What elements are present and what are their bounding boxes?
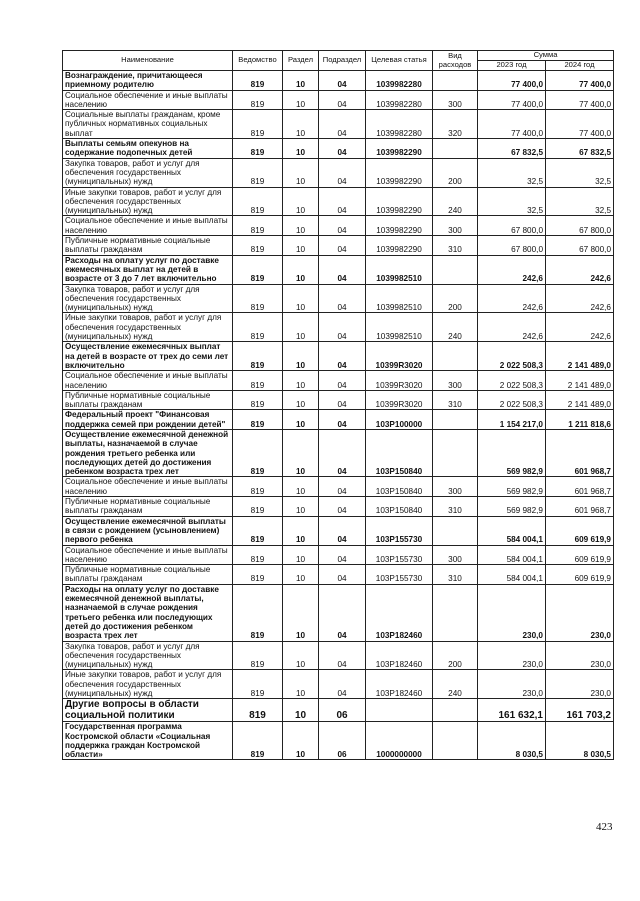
cell-s2023: 569 982,9 (478, 477, 546, 497)
cell-name: Выплаты семьям опекунов на содержание подопечных детей (63, 139, 233, 159)
cell-name: Расходы на оплату услуг по доставке ежемесячной денежной выплаты, назначаемой в случае рождения третьего ребенка или последующих детей до достижения ребенком возраста трех лет (63, 584, 233, 641)
cell-target: 1039982290 (366, 139, 433, 159)
header-name: Наименование (63, 51, 233, 71)
cell-dept: 819 (233, 110, 283, 139)
table-row (63, 236, 614, 256)
cell-s2024: 230,0 (546, 584, 614, 641)
cell-vr (433, 722, 478, 760)
cell-vr: 240 (433, 670, 478, 699)
table-row (63, 390, 614, 410)
cell-dept: 819 (233, 722, 283, 760)
table-row (63, 158, 614, 187)
cell-sec: 10 (283, 90, 319, 110)
cell-s2024: 32,5 (546, 158, 614, 187)
cell-name: Социальное обеспечение и иные выплаты населению (63, 545, 233, 565)
cell-sec: 10 (283, 158, 319, 187)
cell-sec: 10 (283, 429, 319, 476)
cell-s2023: 2 022 508,3 (478, 342, 546, 371)
cell-name: Закупка товаров, работ и услуг для обеспечения государственных (муниципальных) нужд (63, 158, 233, 187)
table-row (63, 71, 614, 91)
cell-vr (433, 429, 478, 476)
cell-sec: 10 (283, 342, 319, 371)
cell-dept: 819 (233, 584, 283, 641)
table-row (63, 722, 614, 760)
cell-name: Социальное обеспечение и иные выплаты населению (63, 216, 233, 236)
table-row (63, 477, 614, 497)
cell-sec: 10 (283, 670, 319, 699)
cell-s2023: 32,5 (478, 158, 546, 187)
cell-vr: 310 (433, 497, 478, 517)
cell-dept: 819 (233, 342, 283, 371)
cell-s2024: 242,6 (546, 284, 614, 313)
cell-name: Закупка товаров, работ и услуг для обеспечения государственных (муниципальных) нужд (63, 641, 233, 670)
cell-name: Федеральный проект "Финансовая поддержка семей при рождении детей" (63, 410, 233, 430)
cell-s2023: 584 004,1 (478, 516, 546, 545)
table-row (63, 255, 614, 284)
budget-table (62, 50, 614, 760)
cell-s2023: 67 800,0 (478, 216, 546, 236)
cell-target: 103P150840 (366, 477, 433, 497)
cell-s2024: 609 619,9 (546, 565, 614, 585)
cell-sub: 04 (319, 584, 366, 641)
cell-sub: 04 (319, 158, 366, 187)
cell-sec: 10 (283, 187, 319, 216)
cell-target: 1039982280 (366, 110, 433, 139)
cell-vr: 310 (433, 390, 478, 410)
cell-target: 103P100000 (366, 410, 433, 430)
cell-s2024: 230,0 (546, 670, 614, 699)
cell-s2023: 77 400,0 (478, 71, 546, 91)
cell-vr: 310 (433, 565, 478, 585)
cell-sub: 04 (319, 90, 366, 110)
cell-sub: 04 (319, 670, 366, 699)
cell-sec: 10 (283, 313, 319, 342)
cell-target: 1000000000 (366, 722, 433, 760)
cell-sub: 04 (319, 313, 366, 342)
cell-target: 1039982290 (366, 236, 433, 256)
cell-dept: 819 (233, 699, 283, 722)
cell-vr (433, 342, 478, 371)
table-row (63, 371, 614, 391)
cell-dept: 819 (233, 545, 283, 565)
cell-dept: 819 (233, 313, 283, 342)
cell-s2023: 2 022 508,3 (478, 371, 546, 391)
cell-s2024: 67 832,5 (546, 139, 614, 159)
cell-s2023: 77 400,0 (478, 90, 546, 110)
cell-dept: 819 (233, 255, 283, 284)
cell-sec: 10 (283, 139, 319, 159)
table-row (63, 699, 614, 722)
cell-name: Социальное обеспечение и иные выплаты населению (63, 477, 233, 497)
cell-name: Осуществление ежемесячной денежной выплаты, назначаемой в случае рождения третьего ребенка или последующих детей до достижения ребенком возраста трех лет (63, 429, 233, 476)
cell-dept: 819 (233, 158, 283, 187)
cell-name: Социальное обеспечение и иные выплаты населению (63, 90, 233, 110)
cell-name: Публичные нормативные социальные выплаты гражданам (63, 497, 233, 517)
cell-s2024: 2 141 489,0 (546, 342, 614, 371)
cell-s2023: 569 982,9 (478, 497, 546, 517)
cell-sec: 10 (283, 216, 319, 236)
table-row (63, 516, 614, 545)
cell-vr: 240 (433, 187, 478, 216)
cell-dept: 819 (233, 390, 283, 410)
header-dept: Ведомство (233, 51, 283, 71)
page-number: 423 (596, 821, 613, 833)
cell-name: Иные закупки товаров, работ и услуг для обеспечения государственных (муниципальных) нужд (63, 670, 233, 699)
cell-dept: 819 (233, 477, 283, 497)
table-row (63, 216, 614, 236)
cell-target: 1039982510 (366, 284, 433, 313)
table-row (63, 187, 614, 216)
table-row (63, 110, 614, 139)
cell-sub: 04 (319, 139, 366, 159)
cell-s2023: 67 800,0 (478, 236, 546, 256)
cell-sec: 10 (283, 699, 319, 722)
cell-sub: 04 (319, 429, 366, 476)
cell-sub: 06 (319, 699, 366, 722)
cell-dept: 819 (233, 216, 283, 236)
cell-vr: 310 (433, 236, 478, 256)
cell-s2023: 569 982,9 (478, 429, 546, 476)
cell-dept: 819 (233, 187, 283, 216)
cell-target: 1039982510 (366, 255, 433, 284)
header-exp-type: Вид расходов (433, 51, 478, 71)
cell-sec: 10 (283, 641, 319, 670)
cell-sub: 06 (319, 722, 366, 760)
cell-dept: 819 (233, 516, 283, 545)
cell-dept: 819 (233, 236, 283, 256)
cell-sub: 04 (319, 110, 366, 139)
table-row (63, 584, 614, 641)
cell-s2024: 77 400,0 (546, 71, 614, 91)
table-row (63, 545, 614, 565)
cell-name: Вознаграждение, причитающееся приемному родителю (63, 71, 233, 91)
cell-s2024: 601 968,7 (546, 429, 614, 476)
cell-vr: 200 (433, 158, 478, 187)
cell-s2023: 230,0 (478, 584, 546, 641)
cell-name: Публичные нормативные социальные выплаты гражданам (63, 390, 233, 410)
cell-sub: 04 (319, 390, 366, 410)
cell-s2024: 77 400,0 (546, 110, 614, 139)
cell-dept: 819 (233, 371, 283, 391)
cell-vr: 300 (433, 216, 478, 236)
cell-sub: 04 (319, 641, 366, 670)
table-row (63, 139, 614, 159)
cell-dept: 819 (233, 497, 283, 517)
cell-sub: 04 (319, 497, 366, 517)
cell-target: 103P182460 (366, 584, 433, 641)
cell-s2024: 2 141 489,0 (546, 390, 614, 410)
cell-name: Публичные нормативные социальные выплаты гражданам (63, 565, 233, 585)
cell-sub: 04 (319, 342, 366, 371)
header-subsection: Подраздел (319, 51, 366, 71)
cell-sec: 10 (283, 477, 319, 497)
cell-target: 1039982280 (366, 71, 433, 91)
cell-target: 1039982290 (366, 187, 433, 216)
cell-dept: 819 (233, 71, 283, 91)
table-row (63, 670, 614, 699)
cell-sub: 04 (319, 284, 366, 313)
cell-sec: 10 (283, 255, 319, 284)
cell-s2024: 242,6 (546, 313, 614, 342)
cell-target: 103P150840 (366, 497, 433, 517)
cell-s2024: 77 400,0 (546, 90, 614, 110)
cell-name: Осуществление ежемесячной выплаты в связи с рождением (усыновлением) первого ребенка (63, 516, 233, 545)
cell-s2023: 2 022 508,3 (478, 390, 546, 410)
cell-target: 10399R3020 (366, 342, 433, 371)
cell-target: 103P182460 (366, 641, 433, 670)
cell-vr: 300 (433, 477, 478, 497)
table-row (63, 90, 614, 110)
cell-sec: 10 (283, 284, 319, 313)
table-row (63, 410, 614, 430)
cell-s2023: 242,6 (478, 255, 546, 284)
cell-sub: 04 (319, 371, 366, 391)
cell-target: 103P155730 (366, 516, 433, 545)
cell-vr (433, 71, 478, 91)
cell-sub: 04 (319, 255, 366, 284)
cell-s2023: 230,0 (478, 670, 546, 699)
cell-name: Другие вопросы в области социальной политики (63, 699, 233, 722)
cell-vr (433, 699, 478, 722)
cell-sub: 04 (319, 410, 366, 430)
cell-target: 1039982290 (366, 158, 433, 187)
cell-name: Осуществление ежемесячных выплат на детей в возрасте от трех до семи лет включительно (63, 342, 233, 371)
cell-s2024: 1 211 818,6 (546, 410, 614, 430)
cell-s2023: 161 632,1 (478, 699, 546, 722)
cell-sec: 10 (283, 497, 319, 517)
cell-sub: 04 (319, 545, 366, 565)
cell-dept: 819 (233, 90, 283, 110)
cell-s2024: 609 619,9 (546, 516, 614, 545)
cell-dept: 819 (233, 284, 283, 313)
cell-sec: 10 (283, 236, 319, 256)
cell-s2024: 32,5 (546, 187, 614, 216)
table-row (63, 342, 614, 371)
cell-dept: 819 (233, 410, 283, 430)
cell-target: 1039982290 (366, 216, 433, 236)
cell-sub: 04 (319, 516, 366, 545)
cell-s2023: 8 030,5 (478, 722, 546, 760)
cell-s2024: 242,6 (546, 255, 614, 284)
cell-sec: 10 (283, 110, 319, 139)
cell-sec: 10 (283, 565, 319, 585)
cell-s2024: 161 703,2 (546, 699, 614, 722)
cell-sec: 10 (283, 390, 319, 410)
table-row (63, 429, 614, 476)
cell-s2024: 609 619,9 (546, 545, 614, 565)
cell-dept: 819 (233, 641, 283, 670)
cell-s2023: 1 154 217,0 (478, 410, 546, 430)
cell-vr (433, 410, 478, 430)
cell-target: 103P150840 (366, 429, 433, 476)
cell-vr: 200 (433, 284, 478, 313)
cell-vr: 240 (433, 313, 478, 342)
cell-s2024: 601 968,7 (546, 497, 614, 517)
cell-s2024: 230,0 (546, 641, 614, 670)
cell-dept: 819 (233, 139, 283, 159)
cell-target: 10399R3020 (366, 390, 433, 410)
table-row (63, 641, 614, 670)
cell-target: 103P182460 (366, 670, 433, 699)
cell-name: Расходы на оплату услуг по доставке ежемесячных выплат на детей в возрасте от 3 до 7 лет включительно (63, 255, 233, 284)
cell-target (366, 699, 433, 722)
header-section: Раздел (283, 51, 319, 71)
cell-sec: 10 (283, 410, 319, 430)
table-row (63, 313, 614, 342)
cell-s2024: 601 968,7 (546, 477, 614, 497)
cell-s2023: 32,5 (478, 187, 546, 216)
cell-s2024: 67 800,0 (546, 216, 614, 236)
cell-name: Государственная программа Костромской области «Социальная поддержка граждан Костромской области» (63, 722, 233, 760)
cell-target: 10399R3020 (366, 371, 433, 391)
table-row (63, 565, 614, 585)
cell-sec: 10 (283, 545, 319, 565)
cell-vr: 300 (433, 90, 478, 110)
cell-dept: 819 (233, 565, 283, 585)
header-target: Целевая статья (366, 51, 433, 71)
cell-name: Социальное обеспечение и иные выплаты населению (63, 371, 233, 391)
cell-s2024: 8 030,5 (546, 722, 614, 760)
cell-target: 103P155730 (366, 545, 433, 565)
cell-sec: 10 (283, 516, 319, 545)
cell-s2024: 2 141 489,0 (546, 371, 614, 391)
cell-s2023: 77 400,0 (478, 110, 546, 139)
cell-sub: 04 (319, 565, 366, 585)
cell-sec: 10 (283, 722, 319, 760)
cell-vr: 300 (433, 545, 478, 565)
cell-target: 1039982280 (366, 90, 433, 110)
cell-vr (433, 139, 478, 159)
cell-dept: 819 (233, 670, 283, 699)
cell-s2023: 67 832,5 (478, 139, 546, 159)
cell-s2024: 67 800,0 (546, 236, 614, 256)
cell-sub: 04 (319, 477, 366, 497)
cell-name: Иные закупки товаров, работ и услуг для обеспечения государственных (муниципальных) нужд (63, 187, 233, 216)
cell-vr (433, 516, 478, 545)
header-sum: Сумма (478, 51, 614, 61)
header-2024: 2024 год (546, 61, 614, 71)
cell-target: 1039982510 (366, 313, 433, 342)
cell-sub: 04 (319, 236, 366, 256)
cell-vr: 320 (433, 110, 478, 139)
header-2023: 2023 год (478, 61, 546, 71)
cell-name: Иные закупки товаров, работ и услуг для обеспечения государственных (муниципальных) нужд (63, 313, 233, 342)
cell-vr: 200 (433, 641, 478, 670)
table-row (63, 497, 614, 517)
table-body (63, 71, 614, 760)
cell-target: 103P155730 (366, 565, 433, 585)
cell-s2023: 584 004,1 (478, 545, 546, 565)
cell-s2023: 584 004,1 (478, 565, 546, 585)
cell-s2023: 242,6 (478, 313, 546, 342)
cell-sub: 04 (319, 71, 366, 91)
cell-sub: 04 (319, 187, 366, 216)
cell-vr: 300 (433, 371, 478, 391)
cell-s2023: 230,0 (478, 641, 546, 670)
cell-vr (433, 584, 478, 641)
cell-dept: 819 (233, 429, 283, 476)
cell-name: Социальные выплаты гражданам, кроме публичных нормативных социальных выплат (63, 110, 233, 139)
cell-vr (433, 255, 478, 284)
cell-sec: 10 (283, 371, 319, 391)
cell-name: Публичные нормативные социальные выплаты гражданам (63, 236, 233, 256)
cell-s2023: 242,6 (478, 284, 546, 313)
table-row (63, 284, 614, 313)
cell-name: Закупка товаров, работ и услуг для обеспечения государственных (муниципальных) нужд (63, 284, 233, 313)
cell-sub: 04 (319, 216, 366, 236)
cell-sec: 10 (283, 584, 319, 641)
cell-sec: 10 (283, 71, 319, 91)
